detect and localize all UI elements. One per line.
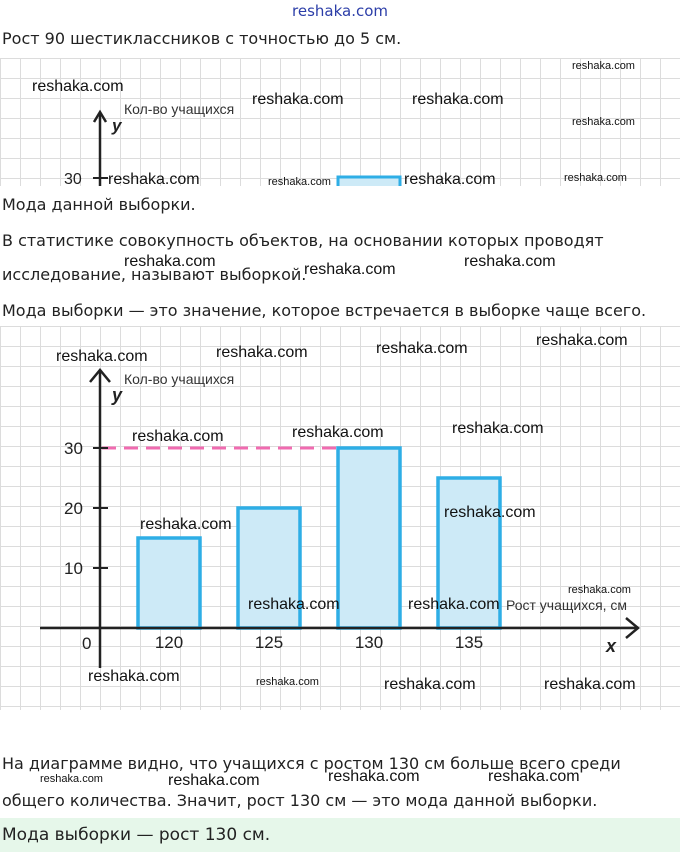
y-tick-label-30: 30: [64, 439, 83, 458]
watermark: reshaka.com: [404, 171, 496, 186]
x-tick-label-120: 120: [154, 633, 184, 652]
watermark: reshaka.com: [408, 596, 500, 613]
preview-chart: [0, 58, 680, 186]
watermark: reshaka.com: [124, 253, 216, 270]
watermark: reshaka.com: [328, 768, 420, 785]
definition-line-2: исследование, называют выборкой.: [2, 265, 307, 284]
watermark: reshaka.com: [56, 348, 148, 365]
preview-y-label: Кол-во учащихся: [124, 101, 235, 117]
watermark: reshaka.com: [564, 172, 627, 184]
watermark: reshaka.com: [464, 253, 556, 270]
watermark: reshaka.com: [384, 676, 476, 693]
watermark: reshaka.com: [256, 676, 319, 688]
conclusion-line-2: общего количества. Значит, рост 130 см — это мода данной выборки.: [2, 791, 598, 810]
x-tick-label-130: 130: [354, 633, 384, 652]
y-tick-label-20: 20: [64, 499, 83, 518]
site-link[interactable]: reshaka.com: [292, 2, 388, 20]
watermark: reshaka.com: [132, 428, 224, 445]
watermark: reshaka.com: [252, 91, 344, 108]
answer-box: [0, 818, 680, 852]
preview-y-name: y: [112, 116, 122, 135]
subtitle-text: Мода данной выборки.: [2, 195, 196, 214]
watermark: reshaka.com: [412, 91, 504, 108]
watermark: reshaka.com: [304, 261, 396, 278]
watermark: reshaka.com: [292, 424, 384, 441]
watermark: reshaka.com: [452, 420, 544, 437]
intro-text: Рост 90 шестиклассников с точностью до 5 см.: [2, 29, 402, 48]
y-tick-label-10: 10: [64, 559, 83, 578]
main-chart: [0, 326, 680, 710]
bar-130: [338, 448, 400, 628]
x-axis-name: x: [606, 636, 617, 656]
x-axis-label: Рост учащихся, см: [506, 597, 628, 613]
watermark: reshaka.com: [32, 78, 124, 95]
y-axis-name: y: [112, 385, 123, 405]
answer-text: Мода выборки — рост 130 см.: [2, 825, 271, 845]
watermark: reshaka.com: [108, 171, 200, 186]
x-tick-label-125: 125: [254, 633, 284, 652]
watermark: reshaka.com: [544, 676, 636, 693]
y-axis-label: Кол-во учащихся: [124, 371, 235, 387]
watermark: reshaka.com: [536, 332, 628, 349]
bar-120: [138, 538, 200, 628]
watermark: reshaka.com: [40, 773, 103, 785]
origin-label: 0: [82, 634, 92, 653]
watermark: reshaka.com: [248, 596, 340, 613]
preview-y-tick-label: 30: [64, 171, 82, 186]
bar-chart-svg: [0, 326, 680, 710]
watermark: reshaka.com: [572, 60, 635, 72]
x-tick-label-135: 135: [454, 633, 484, 652]
watermark: reshaka.com: [568, 584, 631, 596]
watermark: reshaka.com: [88, 668, 180, 685]
watermark: reshaka.com: [572, 116, 635, 128]
watermark: reshaka.com: [140, 516, 232, 533]
conclusion-line-1: На диаграмме видно, что учащихся с ростом 130 см больше всего среди: [2, 754, 621, 773]
preview-bar: [338, 177, 400, 186]
watermark: reshaka.com: [268, 176, 331, 186]
watermark: reshaka.com: [216, 344, 308, 361]
watermark: reshaka.com: [168, 772, 260, 789]
watermark: reshaka.com: [376, 340, 468, 357]
mode-definition: Мода выборки — это значение, которое встречается в выборке чаще всего.: [2, 301, 647, 320]
definition-line-1: В статистике совокупность объектов, на основании которых проводят: [2, 231, 604, 250]
watermark: reshaka.com: [488, 768, 580, 785]
watermark: reshaka.com: [444, 504, 536, 521]
